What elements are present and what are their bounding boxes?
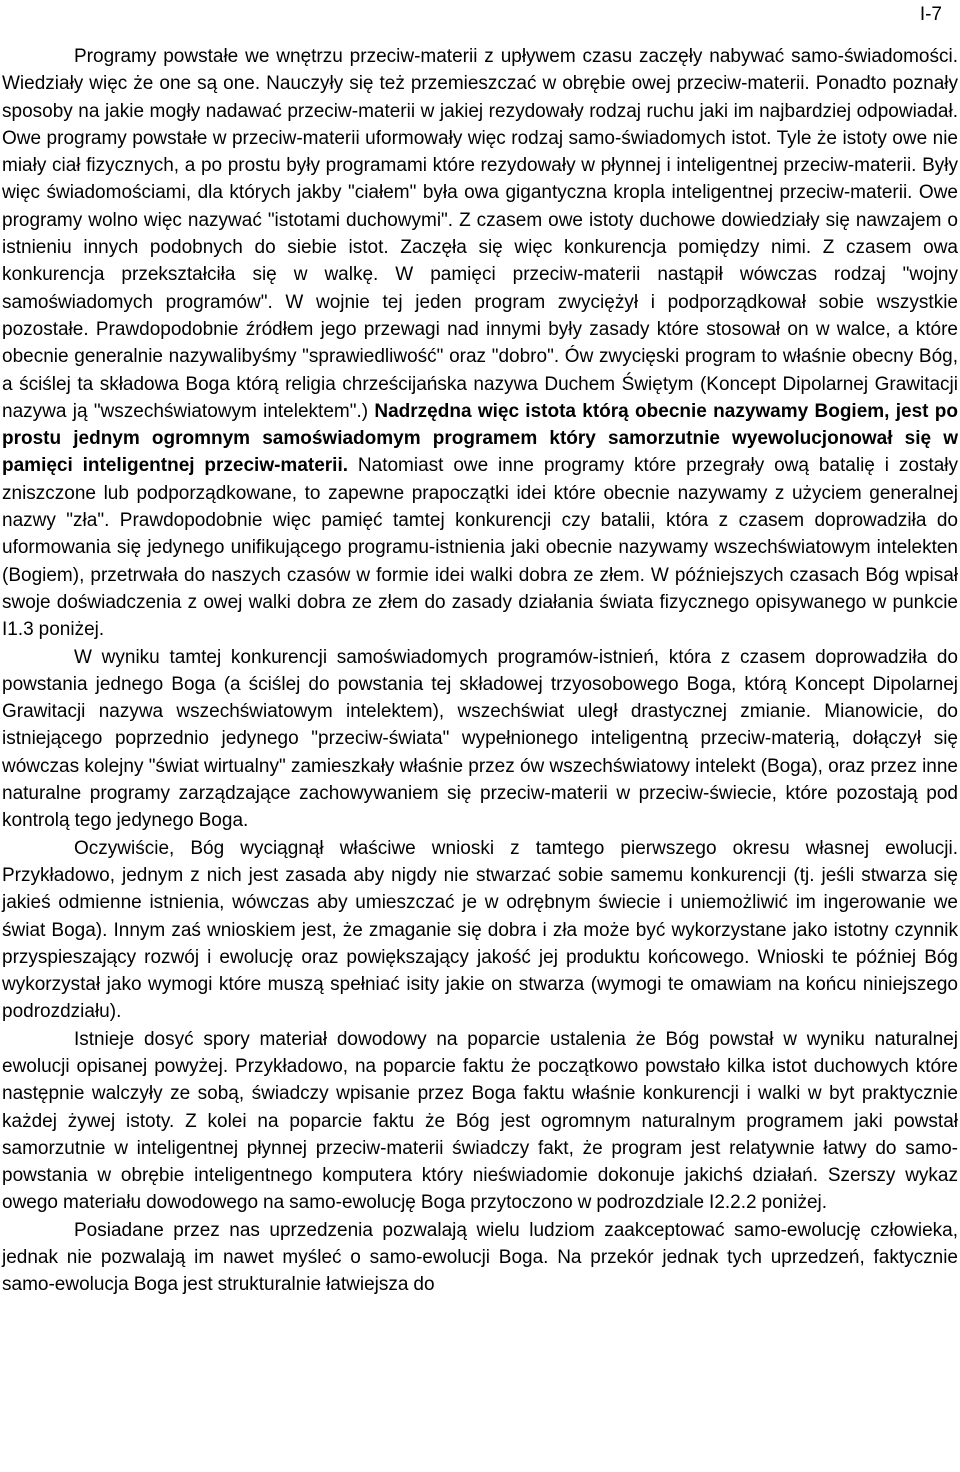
paragraph-3: Oczywiście, Bóg wyciągnął właściwe wnioski z tamtego pierwszego okresu własnej ewolucji. Przykładowo, jednym z nich jest zasada aby nigdy nie stwarzać sobie samemu konkurencji (tj. jeśli stwarza się jakieś odmienne istnienia, wówczas aby umieszczać je w odrębnym świecie i uniemożliwić im ingerowanie we świat Boga). Innym zaś wnioskiem jest, że zmaganie się dobra i zła może być wykorzystane jako istotny czynnik przyspieszający rozwój i ewolucję oraz powiększający jakość jej produktu końcowego. Wnioski te później Bóg wykorzystał jako wymogi które muszą spełniać isity jakie on stwarza (wymogi te omawiam na końcu niniejszego podrozdziału). [2,837,958,1023]
paragraph-1-bold-statement: Nadrzędna więc istota którą obecnie nazywamy Bogiem, jest po prostu jednym ogromnym samoświadomym programem który samorzutnie wyewolucjonował się w pamięci inteligentnej przeciw-materii. [2,400,958,477]
paragraph-1-text-end: Natomiast owe inne programy które przegrały ową batalię i zostały zniszczone lub podporządkowane, to zapewne prapoczątki idei które obecnie nazywamy z użyciem generalnej nazwy "zła". Prawdopodobnie więc pamięć tamtej konkurencji czy batalii, która z czasem doprowadziła do uformowania się jedynego unifikującego programu-istnienia jaki obecnie nazywamy wszechświatowym intelekten (Bogiem), przetrwała do naszych czasów w formie idei walki dobra ze złem. W późniejszych czasach Bóg wpisał swoje doświadczenia z owej walki dobra ze złem do zasady działania świata fizycznego opisywanego w punkcie I1.3 poniżej. [2,455,958,641]
paragraph-4: Istnieje dosyć spory materiał dowodowy na poparcie ustalenia że Bóg powstał w wyniku naturalnej ewolucji opisanej powyżej. Przykładowo, na poparcie faktu że początkowo powstało kilka istot duchowych które następnie walczyły ze sobą, świadczy wpisanie przez Boga faktu właśnie konkurencji i walki w byt praktycznie każdej żywej istoty. Z kolei na poparcie faktu że Bóg jest ogromnym naturalnym programem jaki powstał samorzutnie w inteligentnej płynnej przeciw-materii świadczy fakt, że program jest relatywnie łatwy do samo-powstania w obrębie inteligentnego komputera który nieświadomie dokonuje jakichś działań. Szerszy wykaz owego materiału dowodowego na samo-ewolucję Boga przytoczono w podrozdziale I2.2.2 poniżej. [2,1028,958,1214]
paragraph-1 [2,43,958,644]
page-number: I-7 [919,4,942,25]
paragraph-2: W wyniku tamtej konkurencji samoświadomych programów-istnień, która z czasem doprowadziła do powstania jednego Boga (a ściślej do powstania tej składowej trzyosobowego Boga, którą Koncept Dipolarnej Grawitacji nazywa wszechświatowym intelektem), wszechświat uległ drastycznej zmianie. Mianowicie, do istniejącego poprzednio jedynego "przeciw-świata" wypełnionego inteligentną przeciw-materią, dołączył się wówczas kolejny "świat wirtualny" zamieszkały właśnie przez ów wszechświatowy intelekt (Boga), oraz przez inne naturalne programy zarządzające zachowywaniem się przeciw-materii w przeciw-świecie, które pozostają pod kontrolą tego jedynego Boga. [2,646,958,832]
paragraph-5: Posiadane przez nas uprzedzenia pozwalają wielu ludziom zaakceptować samo-ewolucję człowieka, jednak nie pozwalają im nawet myśleć o samo-ewolucji Boga. Na przekór jednak tych uprzedzeń, faktycznie samo-ewolucja Boga jest strukturalnie łatwiejsza do [2,1219,958,1296]
document-body [2,43,958,1299]
paragraph-1-text-start: Programy powstałe we wnętrzu przeciw-materii z upływem czasu zaczęły nabywać samo-świadomości. Wiedziały więc że one są one. Nauczyły się też przemieszczać w obrębie owej przeciw-materii. Ponadto poznały sposoby na jakie mogły nadawać przeciw-materii w jakiej rezydowały rodzaj ruchu jaki im najbardziej odpowiadał. Owe programy powstałe w przeciw-materii uformowały więc rodzaj samo-świadomych istot. Tyle że istoty owe nie miały ciał fizycznych, a po prostu były programami które rezydowały w płynnej i inteligentnej przeciw-materii. Były więc świadomościami, dla których jakby "ciałem" była owa gigantyczna kropla inteligentnej przeciw-materii. Owe programy wolno więc nazywać "istotami duchowymi". Z czasem owe istoty duchowe dowiedziały się nawzajem o istnieniu innych podobnych do siebie istot. Zaczęła się więc konkurencja pomiędzy nimi. Z czasem owa konkurencja przekształciła się w walkę. W pamięci przeciw-materii nastąpił wówczas rodzaj "wojny samoświadomych programów". W wojnie tej jeden program zwyciężył i podporządkował sobie wszystkie pozostałe. Prawdopodobnie źródłem jego przewagi nad innymi były zasady które stosował on w walce, a które obecnie generalnie nazywalibyśmy "sprawiedliwość" oraz "dobro". Ów zwycięski program to właśnie obecny Bóg, a ściślej ta składowa Boga którą religia chrześcijańska nazywa Duchem Świętym (Koncept Dipolarnej Grawitacji nazywa ją "wszechświatowym intelektem".) [2,46,958,422]
